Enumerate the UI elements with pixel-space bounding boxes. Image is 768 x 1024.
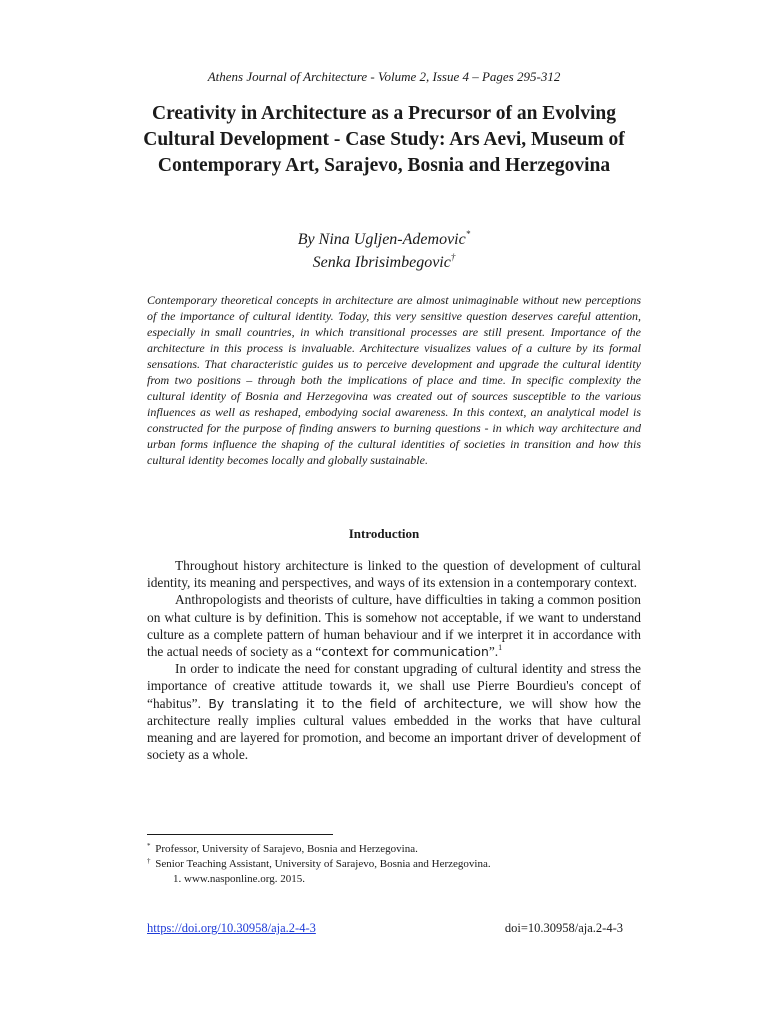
footnote-3 — [147, 872, 641, 887]
paragraph-2-text: Anthropologists and theorists of culture, have difficulties in taking a common position on what culture is by definition. This is somehow not acceptable, if we want to understand culture as a complete pattern of human behaviour and if we interpret it in accordance with the actual needs of society as a “ — [147, 592, 641, 660]
doi-link[interactable]: https://doi.org/10.30958/aja.2-4-3 — [147, 921, 316, 935]
author-1-name: By Nina Ugljen-Ademovic — [297, 231, 466, 248]
footnote-3-text: 1. www.nasponline.org. 2015. — [173, 873, 305, 885]
paper-title: Creativity in Architecture as a Precursor of an Evolving Cultural Development - Case Study: Ars Aevi, Museum of Contemporary Art, Sarajevo, Bosnia and Herzegovina — [143, 103, 625, 176]
author-2-name: Senka Ibrisimbegovic — [312, 254, 451, 271]
abstract: Contemporary theoretical concepts in architecture are almost unimaginable without new perceptions of the importance of cultural identity. Today, this very sensitive question deserves careful attention, especially in small countries, in which transitional processes are still present. Importance of the architecture in this process is invaluable. Architecture visualizes values of a culture by its formal sensations. That characteristic guides us to perceive development and upgrade the cultural identity from two positions – through both the implications of place and time. In specific complexity the cultural identity of Bosnia and Herzegovina was created out of sources susceptible to the various influences as well as reshaped, embodying social awareness. In this context, an analytical model is constructed for the purpose of finding answers to burning questions - in which way architecture and urban forms influence the shaping of the cultural identities of societies in transition and how this cultural identity becomes locally and globally sustainable. — [147, 293, 641, 467]
footnote-2-text: Senior Teaching Assistant, University of Sarajevo, Bosnia and Herzegovina. — [155, 858, 491, 870]
page-footer — [147, 921, 623, 936]
footnotes — [147, 842, 641, 887]
author-1-mark: * — [465, 229, 471, 239]
quote-context-for-communication: context for communication — [321, 644, 489, 660]
doi-identifier: doi=10.30958/aja.2-4-3 — [504, 921, 623, 935]
footnote-1-mark: * — [147, 842, 151, 850]
paragraph-1: Throughout history architecture is linked to the question of development of cultural identity, its meaning and perspectives, and ways of its extension in a contemporary context. — [147, 558, 641, 591]
paragraph-2 — [147, 591, 641, 660]
footnote-1 — [147, 842, 641, 857]
author-block — [0, 228, 768, 274]
paragraph-3-text-b: By translating it to the field of architecture, — [200, 695, 503, 711]
footnote-ref-1[interactable]: 1 — [498, 643, 503, 653]
journal-header: Athens Journal of Architecture - Volume 2, Issue 4 – Pages 295-312 — [207, 69, 561, 84]
footnote-2 — [147, 857, 641, 872]
author-1 — [0, 228, 768, 251]
footnote-divider — [147, 834, 333, 835]
section-heading-introduction: Introduction — [348, 526, 420, 541]
footnote-2-mark: † — [147, 857, 151, 865]
author-2-mark: † — [450, 252, 456, 262]
paragraph-3-text-a: In order to indicate the need for constant upgrading of cultural identity and stress the importance of creative attitude towards it, we shall use Pierre Bourdieu's concept of “habitus”. — [147, 661, 641, 711]
footnote-1-text: Professor, University of Sarajevo, Bosnia and Herzegovina. — [155, 843, 418, 855]
introduction-body — [147, 557, 641, 763]
paragraph-2-close: ”. — [488, 644, 499, 660]
author-2 — [0, 251, 768, 274]
paragraph-3 — [147, 660, 641, 763]
paragraph-3-text-c: we will show how the architecture really implies cultural values embedded in the works that have cultural meaning and are layered for promotion, and become an important driver of development of society as a whole. — [147, 695, 641, 763]
